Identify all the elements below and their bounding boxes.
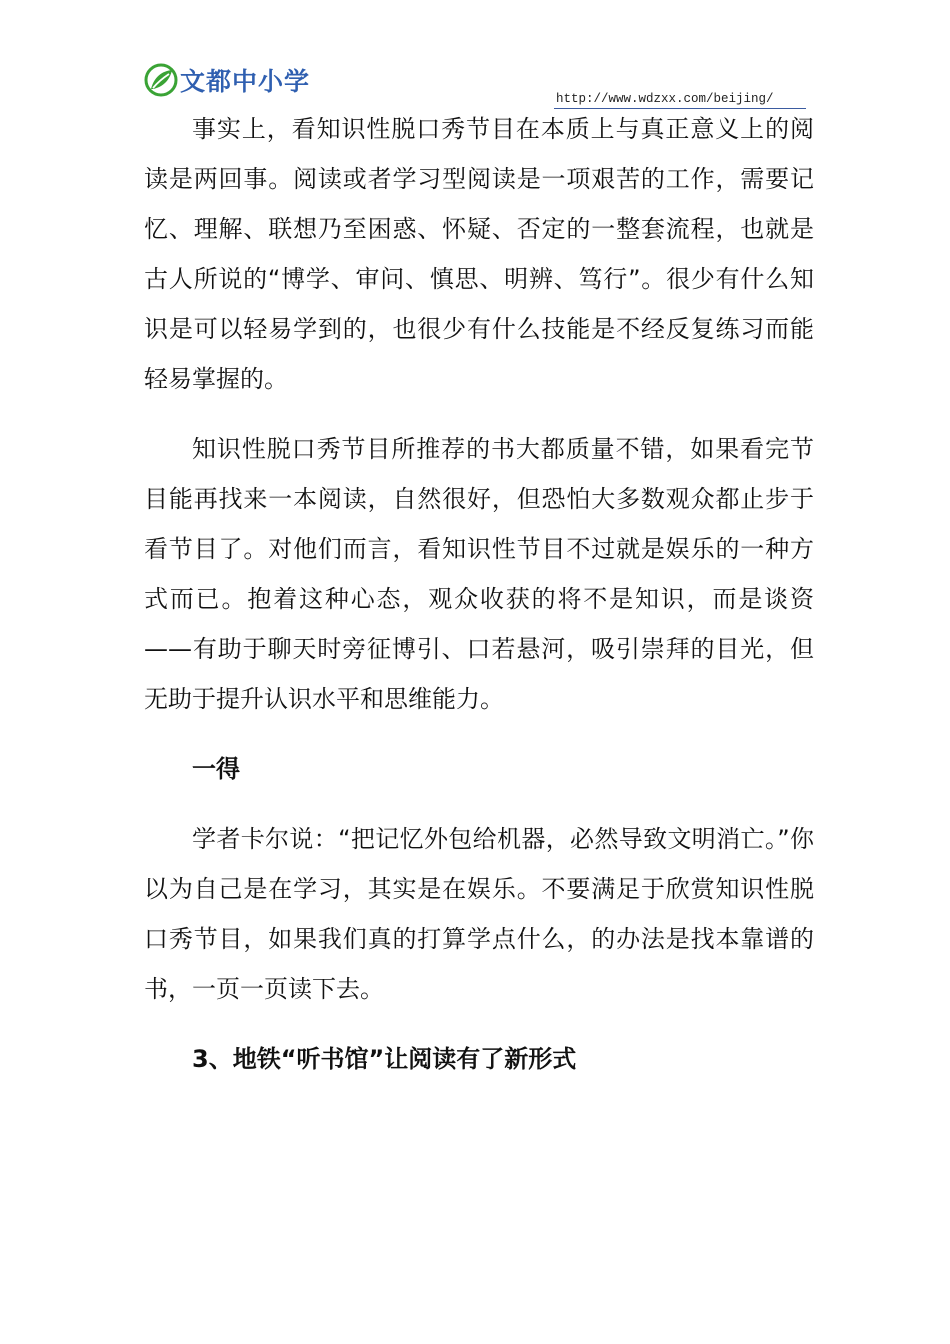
leaf-logo-icon — [144, 63, 178, 97]
paragraph-1: 事实上，看知识性脱口秀节目在本质上与真正意义上的阅读是两回事。阅读或者学习型阅读是一项艰苦的工作，需要记忆、理解、联想乃至困惑、怀疑、否定的一整套流程，也就是古人所说的“博学、审问、慎思、明辨、笃行”。很少有什么知识是可以轻易学到的，也很少有什么技能是不经反复练习而能轻易掌握的。 — [144, 115, 814, 393]
page-header — [144, 60, 806, 110]
brand-logo[interactable] — [144, 60, 310, 100]
paragraph-2: 知识性脱口秀节目所推荐的书大都质量不错，如果看完节目能再找来一本阅读，自然很好，但恐怕大多数观众都止步于看节目了。对他们而言，看知识性节目不过就是娱乐的一种方式而已。抱着这种心态，观众收获的将不是知识，而是谈资——有助于聊天时旁征博引、口若悬河，吸引崇拜的目光，但无助于提升认识水平和思维能力。 — [144, 435, 814, 713]
article-body — [144, 104, 814, 1084]
section-heading-yide: 一得 — [192, 755, 240, 783]
site-url-text: http://www.wdzxx.com/beijing/ — [556, 92, 774, 106]
paragraph-3: 学者卡尔说：“把记忆外包给机器，必然导致文明消亡。”你以为自己是在学习，其实是在娱乐。不要满足于欣赏知识性脱口秀节目，如果我们真的打算学点什么，的办法是找本靠谱的书，一页一页读下去。 — [144, 825, 814, 1003]
logo-text: 文都中小学 — [180, 67, 311, 96]
section-heading-subway: 3、地铁“听书馆”让阅读有了新形式 — [192, 1045, 577, 1073]
